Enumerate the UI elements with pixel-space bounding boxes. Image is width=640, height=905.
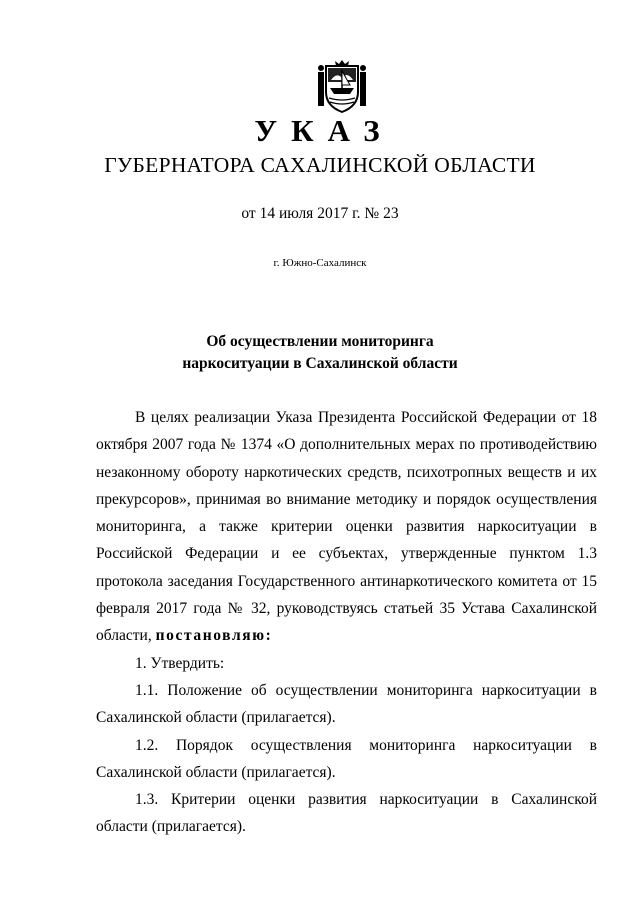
coat-of-arms-icon (317, 58, 367, 114)
document-title: УКАЗ (254, 113, 394, 148)
document-date-number: от 14 июля 2017 г. № 23 (241, 205, 399, 222)
item-1-3: 1.3. Критерии оценки развития наркоситуации в Сахалинской области (прилагается). (96, 791, 597, 836)
subject-line-1: Об осуществлении мониторинга (206, 333, 434, 350)
preamble-paragraph (96, 404, 597, 650)
item-1-1: 1.1. Положение об осуществлении мониторинга наркоситуации в Сахалинской области (прилагается). (96, 681, 597, 727)
decree-word: постановляю: (155, 627, 273, 645)
subject-line-2: наркоситуации в Сахалинской области (182, 355, 458, 372)
item-1: 1. Утвердить: (135, 654, 225, 672)
document-issuer: ГУБЕРНАТОРА САХАЛИНСКОЙ ОБЛАСТИ (104, 153, 536, 177)
preamble-text: В целях реализации Указа Президента Российской Федерации от 18 октября 2007 года № 1374 «О дополнительных мерах по противодействию незаконному обороту наркотических средств, психотропных веществ и их прекурсоров», принимая во внимание методику и порядок осуществления мониторинга, а также критерии оценки развития наркоситуации в Российской Федерации и ее субъектах, утвержденные пунктом 1.3 протокола заседания Государственного антинаркотического комитета от 15 февраля 2017 года № 32, руководствуясь статьей 35 Устава Сахалинской области, (96, 409, 597, 645)
document-city: г. Южно-Сахалинск (273, 257, 367, 269)
document-body (96, 404, 597, 841)
document-subject (0, 331, 640, 375)
item-1-2: 1.2. Порядок осуществления мониторинга наркоситуации в Сахалинской области (прилагается). (96, 736, 597, 781)
